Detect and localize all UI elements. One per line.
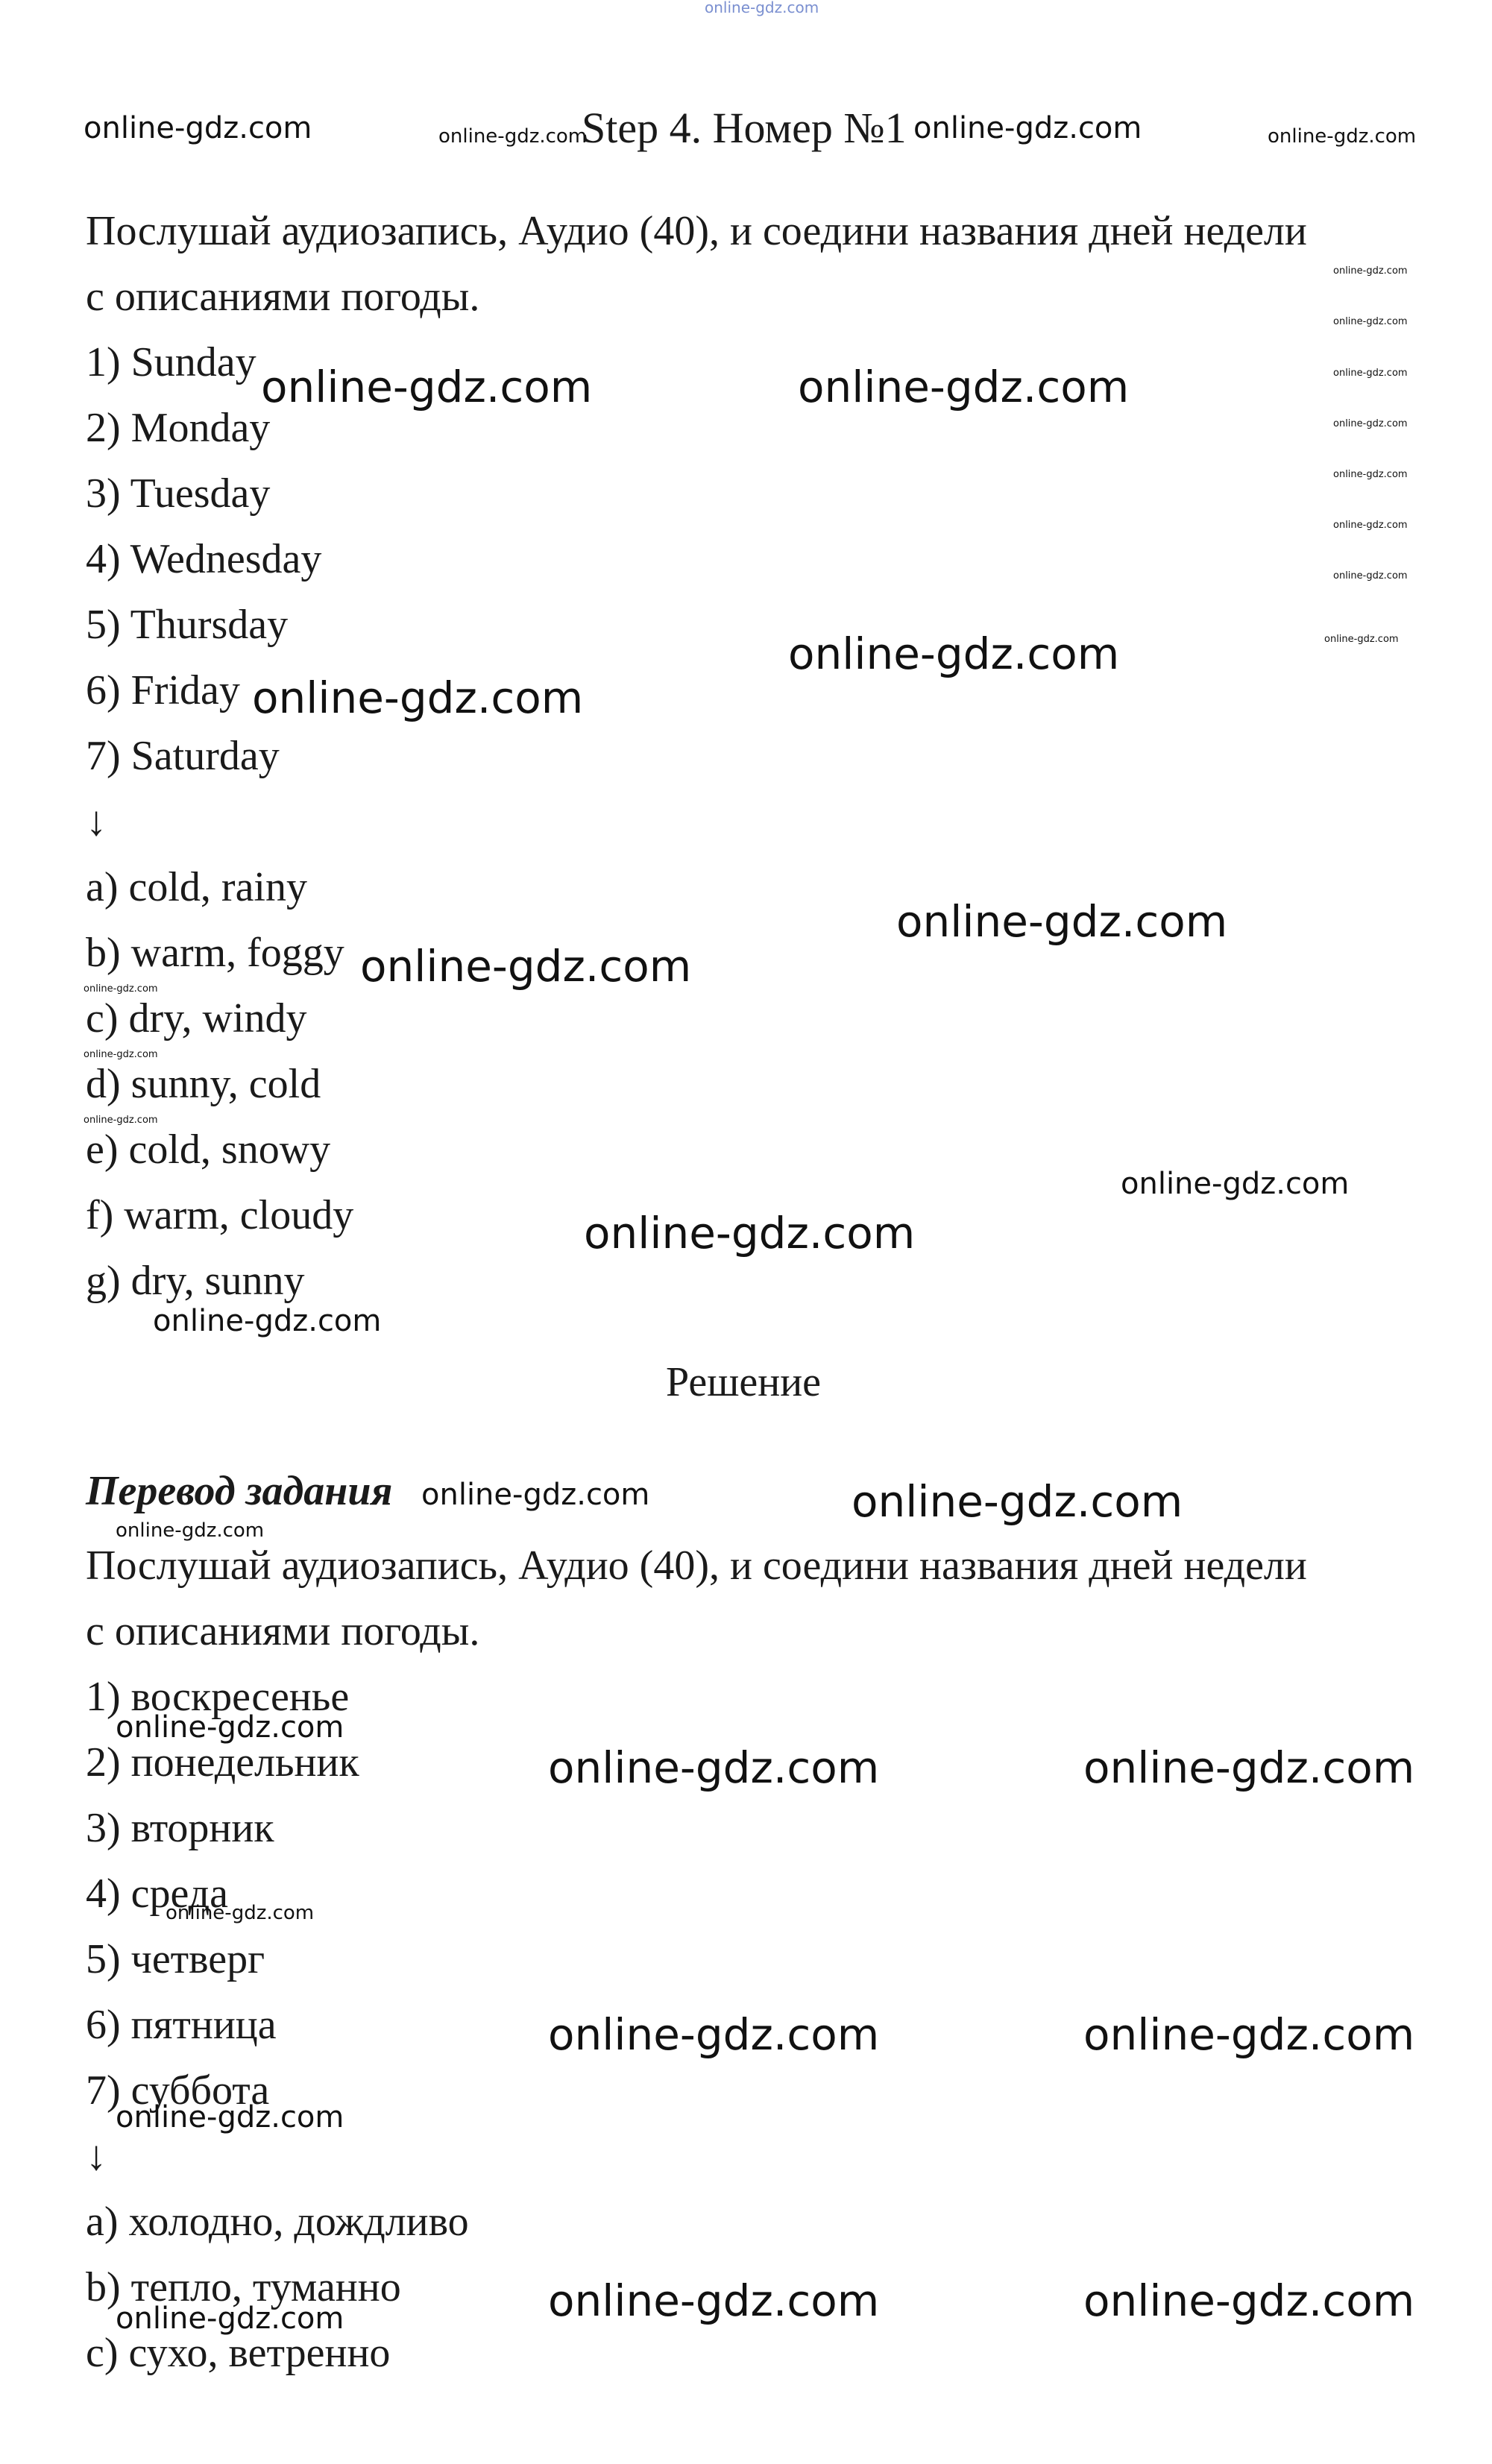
watermark: online-gdz.com xyxy=(116,1710,344,1745)
translated-day-item: 2) понедельник xyxy=(86,1739,359,1786)
watermark: online-gdz.com xyxy=(788,628,1120,679)
watermark: online-gdz.com xyxy=(1268,125,1417,148)
watermark: online-gdz.com xyxy=(548,2009,880,2060)
task-instruction-line-1: Послушай аудиозапись, Аудио (40), и соедини названия дней недели xyxy=(86,208,1307,254)
watermark: online-gdz.com xyxy=(1324,634,1399,645)
solution-label: Решение xyxy=(666,1359,822,1405)
weather-item: f) warm, cloudy xyxy=(86,1192,354,1238)
watermark: online-gdz.com xyxy=(1083,2009,1415,2060)
watermark: online-gdz.com xyxy=(1333,570,1408,582)
translated-weather-item: a) холодно, дождливо xyxy=(86,2199,469,2245)
watermark: online-gdz.com xyxy=(438,125,588,148)
watermark: online-gdz.com xyxy=(584,1208,916,1258)
watermark: online-gdz.com xyxy=(798,362,1130,412)
watermark: online-gdz.com xyxy=(261,362,593,412)
weather-item: c) dry, windy xyxy=(86,995,307,1042)
watermark: online-gdz.com xyxy=(1333,316,1408,327)
weather-item: d) sunny, cold xyxy=(86,1061,321,1107)
translated-day-item: 4) среда xyxy=(86,1871,228,1917)
watermark: online-gdz.com xyxy=(84,1049,158,1060)
watermark: online-gdz.com xyxy=(896,896,1228,947)
translated-day-item: 6) пятница xyxy=(86,2002,277,2048)
day-item: 1) Sunday xyxy=(86,339,256,385)
watermark: online-gdz.com xyxy=(421,1478,650,1512)
day-item: 2) Monday xyxy=(86,405,271,451)
watermark: online-gdz.com xyxy=(913,111,1142,145)
watermark: online-gdz.com xyxy=(84,111,312,145)
translated-day-item: 1) воскресенье xyxy=(86,1674,350,1720)
watermark: online-gdz.com xyxy=(1333,368,1408,379)
day-item: 5) Thursday xyxy=(86,602,289,648)
down-arrow: ↓ xyxy=(86,798,107,845)
translated-day-item: 7) суббота xyxy=(86,2067,270,2114)
watermark: online-gdz.com xyxy=(252,672,584,723)
day-item: 6) Friday xyxy=(86,667,240,713)
watermark: online-gdz.com xyxy=(1083,2275,1415,2326)
task-instruction-line-2: с описаниями погоды. xyxy=(86,274,480,320)
weather-item: a) cold, rainy xyxy=(86,864,307,910)
watermark: online-gdz.com xyxy=(1083,1742,1415,1793)
weather-item: b) warm, foggy xyxy=(86,930,344,976)
translated-weather-item: c) сухо, ветренно xyxy=(86,2330,391,2376)
day-item: 4) Wednesday xyxy=(86,536,322,582)
watermark: online-gdz.com xyxy=(1121,1167,1350,1201)
top-watermark: online-gdz.com xyxy=(705,0,819,16)
watermark: online-gdz.com xyxy=(360,941,692,992)
watermark: online-gdz.com xyxy=(84,1115,158,1126)
page-title: Step 4. Номер №1 xyxy=(582,104,907,152)
watermark: online-gdz.com xyxy=(548,2275,880,2326)
watermark: online-gdz.com xyxy=(153,1304,382,1338)
watermark: online-gdz.com xyxy=(548,1742,880,1793)
translation-heading: Перевод задания xyxy=(86,1468,393,1514)
day-item: 3) Tuesday xyxy=(86,470,271,517)
translation-down-arrow: ↓ xyxy=(86,2133,107,2179)
translated-day-item: 5) четверг xyxy=(86,1936,265,1982)
watermark: online-gdz.com xyxy=(1333,520,1408,531)
translation-instruction-line-1: Послушай аудиозапись, Аудио (40), и соедини названия дней недели xyxy=(86,1543,1307,1589)
translated-day-item: 3) вторник xyxy=(86,1805,274,1851)
translation-instruction-line-2: с описаниями погоды. xyxy=(86,1608,480,1654)
watermark: online-gdz.com xyxy=(1333,265,1408,277)
weather-item: e) cold, snowy xyxy=(86,1127,331,1173)
watermark: online-gdz.com xyxy=(116,2301,344,2336)
watermark: online-gdz.com xyxy=(1333,418,1408,429)
watermark: online-gdz.com xyxy=(166,1902,315,1924)
watermark: online-gdz.com xyxy=(1333,469,1408,480)
watermark: online-gdz.com xyxy=(116,1519,265,1542)
translated-weather-item: b) тепло, туманно xyxy=(86,2264,401,2310)
watermark: online-gdz.com xyxy=(84,983,158,995)
weather-item: g) dry, sunny xyxy=(86,1258,305,1304)
day-item: 7) Saturday xyxy=(86,733,280,779)
watermark: online-gdz.com xyxy=(852,1476,1183,1527)
watermark: online-gdz.com xyxy=(116,2100,344,2134)
